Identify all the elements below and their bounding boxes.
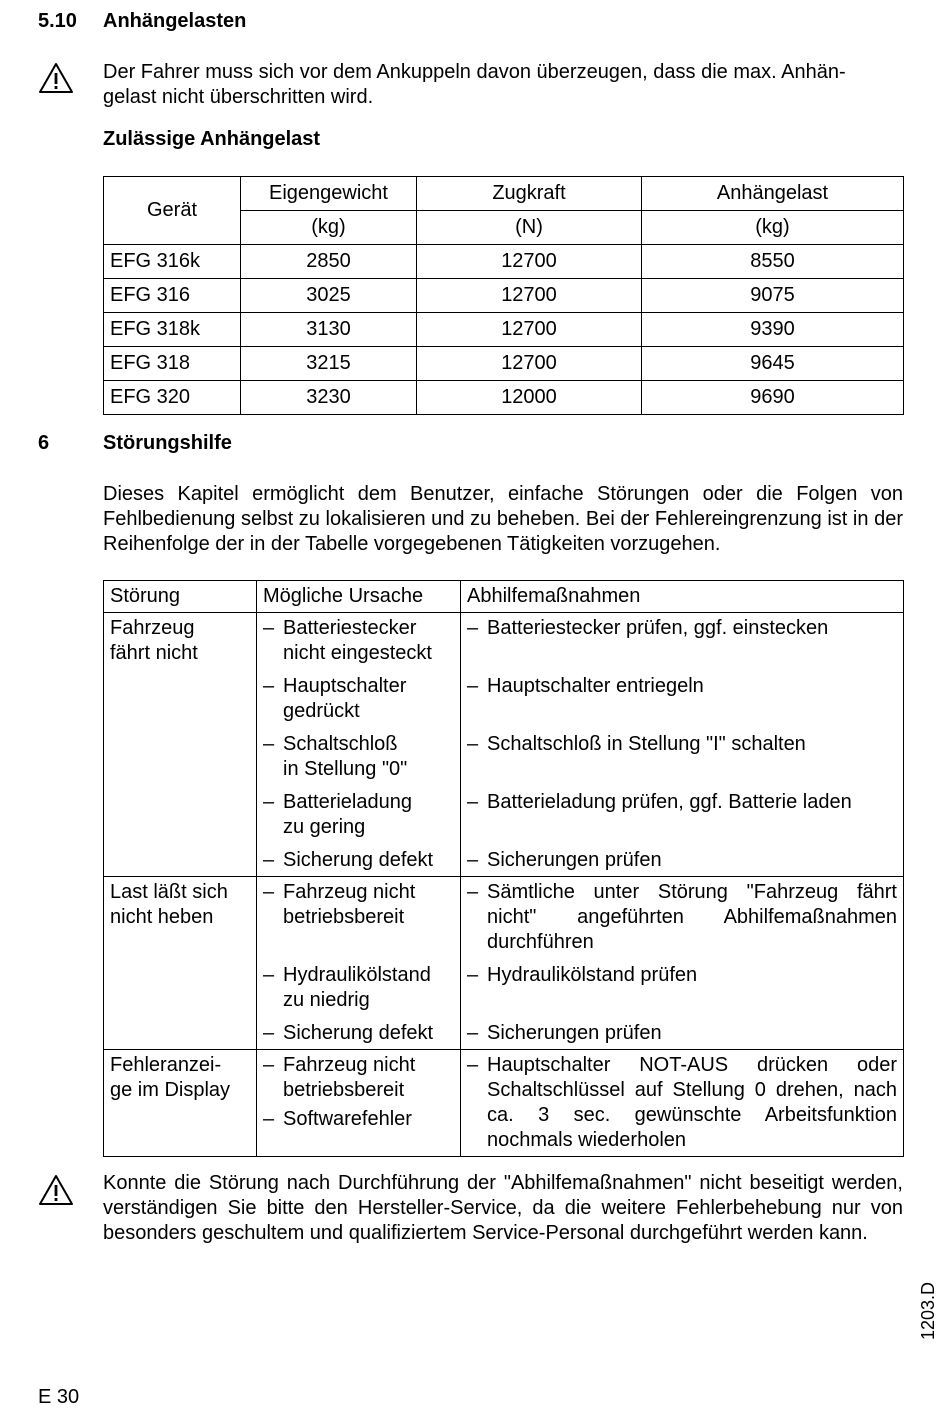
cause-line: in Stellung "0" [283, 758, 408, 780]
table-cell: 12700 [417, 245, 642, 279]
dash: – [263, 617, 275, 639]
list-item [467, 790, 897, 840]
list-item [467, 880, 897, 955]
cause-line: betriebsbereit [283, 1079, 405, 1101]
dash: – [467, 791, 479, 813]
table-row [104, 877, 904, 1050]
warning-triangle-icon [38, 1174, 74, 1206]
list-item [467, 963, 897, 1013]
list-item [263, 732, 454, 782]
list-item [263, 790, 454, 840]
fault-line: nicht heben [110, 906, 214, 928]
cause-line: Batteriestecker [283, 617, 417, 639]
unit-cell: (kg) [642, 211, 904, 245]
remedy-text: Hydraulikölstand prüfen [487, 964, 698, 986]
cause-line: zu niedrig [283, 989, 370, 1011]
remedy-text: Schaltschloß in Stellung "I" schalten [487, 733, 806, 755]
remedy-cell [461, 877, 904, 1050]
cause-line: zu gering [283, 816, 366, 838]
dash: – [263, 791, 275, 813]
table-header-row [104, 581, 904, 613]
remedy-cell [461, 1050, 904, 1157]
header-ursache: Mögliche Ursache [257, 581, 461, 613]
table-row [104, 613, 904, 877]
header-anhaengelast: Anhängelast [642, 177, 904, 211]
dash: – [263, 849, 275, 871]
dash: – [263, 1054, 275, 1076]
list-item [263, 880, 454, 955]
table-row [104, 381, 904, 415]
header-zugkraft: Zugkraft [417, 177, 642, 211]
table-cell: 3130 [241, 313, 417, 347]
table-cell: 9645 [642, 347, 904, 381]
table-cell: 12700 [417, 347, 642, 381]
unit-cell: (N) [417, 211, 642, 245]
table-row [104, 313, 904, 347]
cause-line: Hydraulikölstand [283, 964, 431, 986]
cause-line: gedrückt [283, 700, 360, 722]
remedy-text: Sicherungen prüfen [487, 1022, 662, 1044]
table-row [104, 347, 904, 381]
header-eigengewicht: Eigengewicht [241, 177, 417, 211]
cause-cell [257, 877, 461, 1050]
page-number: E 30 [38, 1386, 80, 1408]
dash: – [467, 675, 479, 697]
list-item [263, 1021, 454, 1046]
table-row [104, 1050, 904, 1157]
cause-line: Batterieladung [283, 791, 412, 813]
fault-line: fährt nicht [110, 642, 198, 664]
section-title: Anhängelasten [103, 10, 247, 32]
table-cell: 3230 [241, 381, 417, 415]
table-cell: EFG 318k [104, 313, 241, 347]
dash: – [467, 617, 479, 639]
cause-cell [257, 1050, 461, 1157]
list-item [467, 1021, 897, 1046]
cause-line: nicht eingesteckt [283, 642, 432, 664]
header-abhilfe: Abhilfemaßnahmen [461, 581, 904, 613]
intro-paragraph: Dieses Kapitel ermöglicht dem Benutzer, einfache Störungen oder die Folgen von Fehlbedienung selbst zu lokalisieren und zu beheben. Bei der Fehlereingrenzung ist in der Reihenfolge der in der Tabelle vorgegebenen Tätigkeiten vorzugehen. [103, 483, 903, 555]
list-item [467, 616, 897, 666]
warning-triangle-icon [38, 62, 74, 94]
fault-line: Last läßt sich [110, 881, 228, 903]
list-item [263, 848, 454, 873]
cause-line: Fahrzeug nicht [283, 1054, 416, 1076]
header-stoerung: Störung [104, 581, 257, 613]
table-cell: EFG 318 [104, 347, 241, 381]
list-item [263, 963, 454, 1013]
trailer-load-table [103, 176, 904, 415]
section-number: 5.10 [38, 10, 77, 32]
section-title: Störungshilfe [103, 432, 232, 454]
dash: – [467, 849, 479, 871]
remedy-cell [461, 613, 904, 877]
table-cell: 9075 [642, 279, 904, 313]
table-cell: 2850 [241, 245, 417, 279]
table-cell: EFG 316k [104, 245, 241, 279]
cause-line: Sicherung defekt [283, 849, 434, 871]
remedy-text: Sämtliche unter Störung "Fahrzeug fährt nicht" angeführten Abhilfemaßnahmen durchführen [487, 881, 897, 953]
fault-cell [104, 877, 257, 1050]
dash: – [263, 733, 275, 755]
list-item [263, 1107, 454, 1132]
list-item [263, 1053, 454, 1103]
dash: – [467, 1022, 479, 1044]
table-cell: 3215 [241, 347, 417, 381]
list-item [263, 616, 454, 666]
warning-text: Konnte die Störung nach Durchführung der "Abhilfemaßnahmen" nicht beseitigt werden, verständigen Sie bitte den Hersteller-Service, da die weitere Fehlerbehebung nur von besonders geschultem und qualifiziertem Service-Personal durchgeführt werden kann. [103, 1172, 903, 1244]
dash: – [263, 881, 275, 903]
fault-line: Fahrzeug [110, 617, 195, 639]
table-cell: EFG 316 [104, 279, 241, 313]
remedy-text: Sicherungen prüfen [487, 849, 662, 871]
cause-line: Hauptschalter [283, 675, 407, 697]
table-row [104, 279, 904, 313]
warning-text-line2: gelast nicht überschritten wird. [103, 86, 374, 108]
dash: – [467, 881, 479, 903]
list-item [467, 848, 897, 873]
table-cell: 3025 [241, 279, 417, 313]
cause-line: Schaltschloß [283, 733, 398, 755]
fault-cell [104, 1050, 257, 1157]
header-geraet: Gerät [104, 177, 241, 245]
dash: – [263, 1108, 275, 1130]
list-item [263, 674, 454, 724]
troubleshooting-table [103, 580, 904, 1157]
table-cell: 9690 [642, 381, 904, 415]
document-code: 1203.D [918, 1281, 938, 1340]
list-item [467, 674, 897, 724]
cause-line: Sicherung defekt [283, 1022, 434, 1044]
table-heading: Zulässige Anhängelast [103, 128, 321, 150]
table-header-row [104, 177, 904, 211]
unit-cell: (kg) [241, 211, 417, 245]
remedy-text: Hauptschalter entriegeln [487, 675, 704, 697]
dash: – [467, 964, 479, 986]
fault-line: ge im Display [110, 1079, 231, 1101]
table-cell: 12700 [417, 279, 642, 313]
table-cell: 9390 [642, 313, 904, 347]
fault-cell [104, 613, 257, 877]
dash: – [467, 733, 479, 755]
dash: – [263, 964, 275, 986]
fault-line: Fehleranzei- [110, 1054, 222, 1076]
list-item [467, 732, 897, 782]
remedy-text: Batterieladung prüfen, ggf. Batterie laden [487, 791, 852, 813]
table-cell: EFG 320 [104, 381, 241, 415]
cause-line: betriebsbereit [283, 906, 405, 928]
table-cell: 12000 [417, 381, 642, 415]
remedy-text: Hauptschalter NOT-AUS drücken oder Schaltschlüssel auf Stellung 0 drehen, nach ca. 3 sec. gewünschte Arbeitsfunktion nochmals wiederholen [487, 1054, 897, 1151]
section-number: 6 [38, 432, 50, 454]
table-row [104, 245, 904, 279]
table-cell: 8550 [642, 245, 904, 279]
cause-cell [257, 613, 461, 877]
list-item [467, 1053, 897, 1153]
dash: – [467, 1054, 479, 1076]
table-cell: 12700 [417, 313, 642, 347]
dash: – [263, 675, 275, 697]
warning-text-line1: Der Fahrer muss sich vor dem Ankuppeln davon überzeugen, dass die max. Anhän- [103, 61, 846, 83]
cause-line: Softwarefehler [283, 1108, 412, 1130]
cause-line: Fahrzeug nicht [283, 881, 416, 903]
dash: – [263, 1022, 275, 1044]
remedy-text: Batteriestecker prüfen, ggf. einstecken [487, 617, 829, 639]
